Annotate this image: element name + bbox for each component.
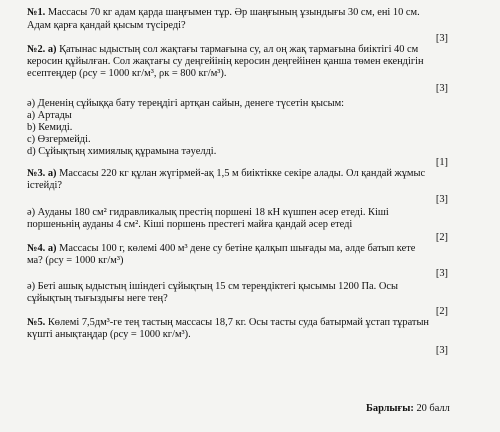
q2-option-d: d) Сұйықтың химиялық құрамына тәуелді.: [27, 146, 217, 157]
q4-a-line-1: №4. а) Массасы 100 г, көлемі 400 м³ дене су бетіне қалқып шығады ма, әлде батып кете: [27, 243, 416, 254]
q4-b-mark: [2]: [435, 306, 448, 317]
q2-a-line-3: есептеңдер (ρсу = 1000 кг/м³, ρк = 800 кг/м³).: [27, 68, 227, 79]
q3-a-line-2: істейді?: [27, 180, 62, 191]
q2-b-mark: [1]: [435, 157, 448, 168]
q2-number: №2.: [27, 44, 46, 55]
q4-b-line-1: ә) Беті ашық ыдыстың ішіндегі сұйықтың 15 см тереңдіктегі қысымы 1200 Па. Осы: [27, 281, 398, 292]
q3-b-line-2: поршеньнің ауданы 4 см². Кіші поршень престегі майға қандай әсер етеді: [27, 219, 353, 230]
q1-mark: [3]: [435, 33, 448, 44]
q4-number: №4.: [27, 243, 46, 254]
q2-option-b: b) Кемиді.: [27, 122, 73, 133]
q2-option-c: c) Өзгермейді.: [27, 134, 91, 145]
total-label: Барлығы:: [366, 403, 414, 414]
q5-mark: [3]: [435, 345, 448, 356]
q2-a-mark: [3]: [435, 83, 448, 94]
total-value: 20 балл: [416, 403, 450, 414]
q1-line-1: №1. Массасы 70 кг адам қарда шаңғымен тұр. Әр шаңғының ұзындығы 30 см, ені 10 см.: [27, 7, 420, 18]
q5-number: №5.: [27, 317, 46, 328]
q4-a-line-2: ма? (ρсу = 1000 кг/м³): [27, 255, 124, 266]
q3-number: №3.: [27, 168, 46, 179]
q3-b-mark: [2]: [435, 232, 448, 243]
q2-option-a: a) Артады: [27, 110, 72, 121]
q4-b-line-2: сұйықтың тығыздығы неге тең?: [27, 293, 168, 304]
q5-line-1: №5. Көлемі 7,5дм³-ге тең тастың массасы 18,7 кг. Осы тасты суда батырмай ұстап тұратын: [27, 317, 429, 328]
total-score: [366, 403, 450, 415]
q3-a-line-1: №3. а) Массасы 220 кг құлан жүгірмей-ақ 1,5 м биіктікке секіре алады. Ол қандай жұмыс: [27, 168, 426, 179]
q5-line-2: күшті анықтаңдар (ρсу = 1000 кг/м³).: [27, 329, 191, 340]
q3-b-line-1: ә) Ауданы 180 см² гидравликалық престің поршені 18 кН күшпен әсер етеді. Кіші: [27, 207, 389, 218]
q2-a-line-2: керосин құйылған. Сол жақтағы су деңгейінің керосин деңгейінен қанша төмен екендігін: [27, 56, 424, 67]
q1-line-2: Адам қарға қандай қысым түсіреді?: [27, 20, 186, 31]
q2-a-line-1: №2. а) Қатынас ыдыстың сол жақтағы тармағына су, ал оң жақ тармағына биіктігі 40 см: [27, 44, 419, 55]
q3-a-mark: [3]: [435, 194, 448, 205]
q1-number: №1.: [27, 7, 46, 18]
q4-a-mark: [3]: [435, 268, 448, 279]
q2-b-line: ә) Дененің сұйыққа бату тереңдігі артқан сайын, денеге түсетін қысым:: [27, 98, 345, 109]
